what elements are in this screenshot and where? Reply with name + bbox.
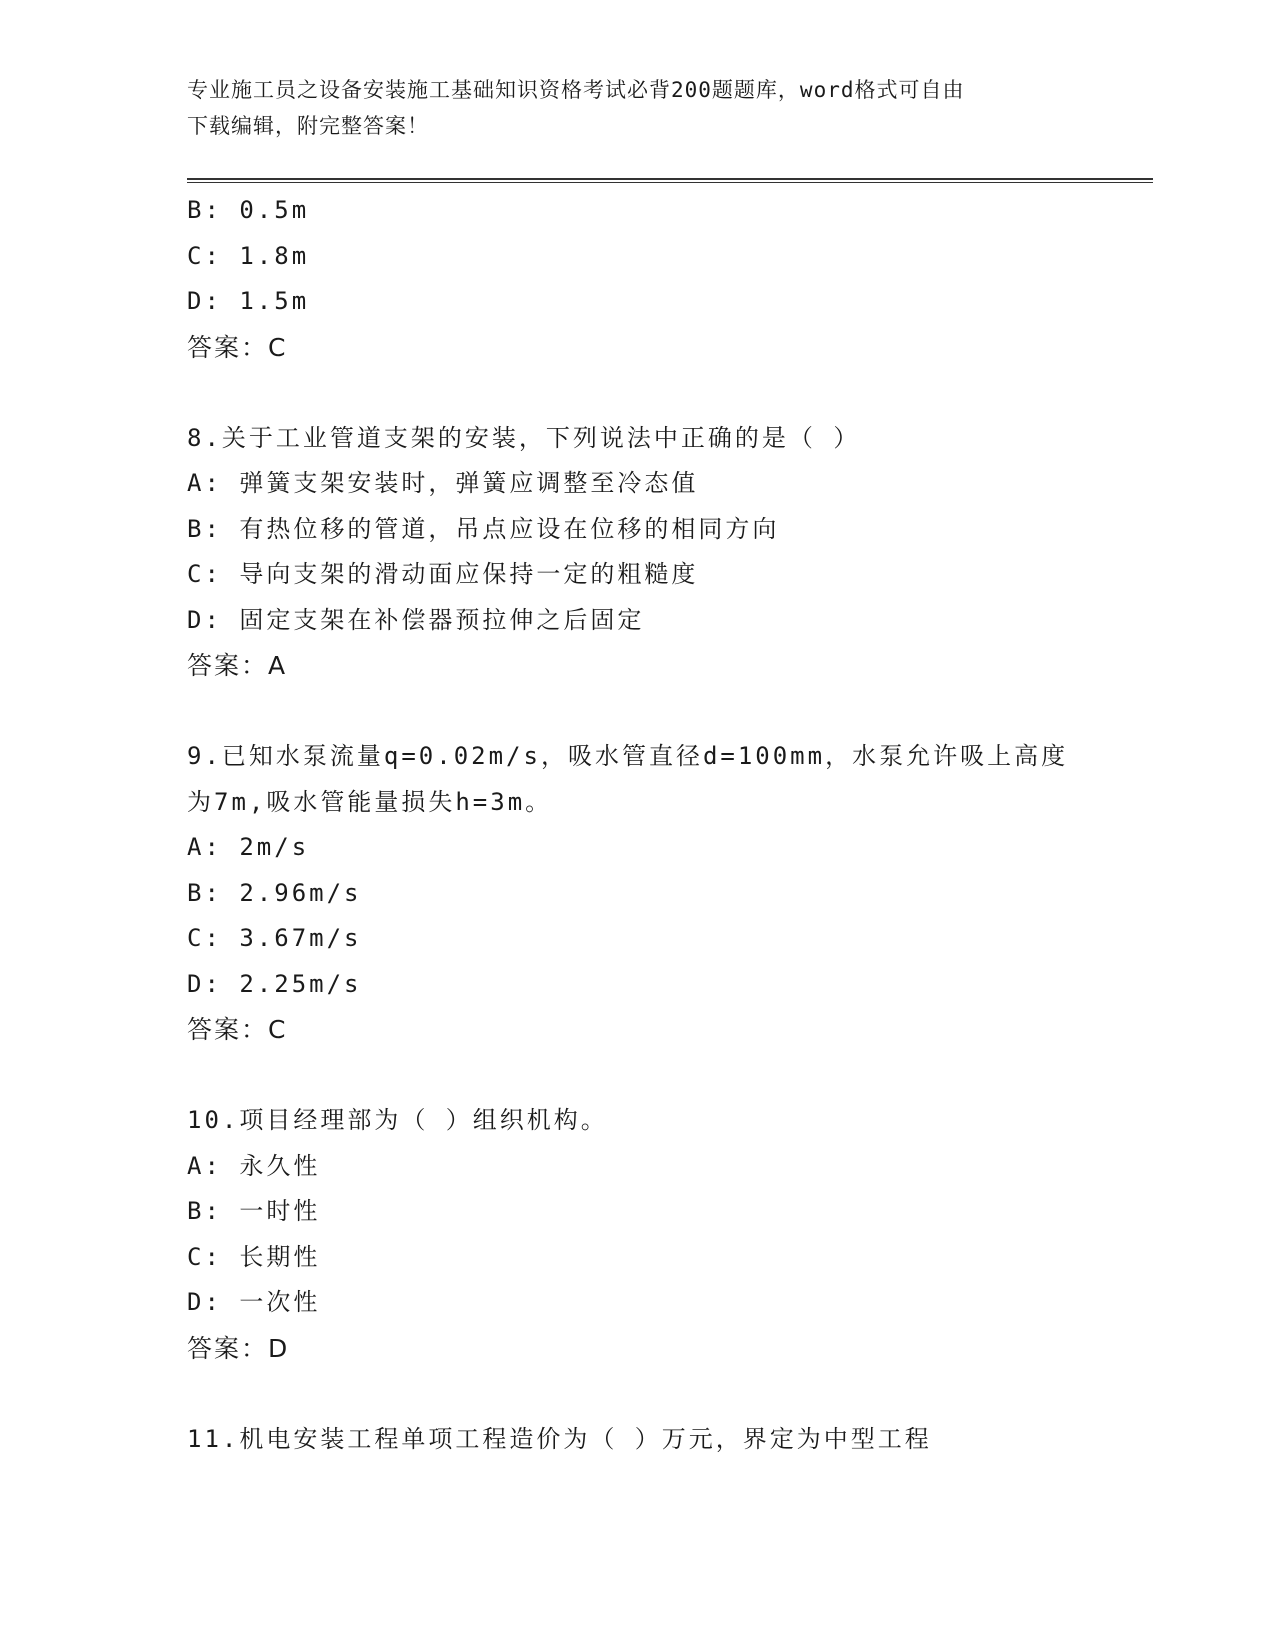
option-d: D: 一次性 — [187, 1288, 321, 1316]
question-11 — [187, 1417, 1087, 1463]
spacer — [187, 370, 1087, 416]
spacer — [187, 1053, 1087, 1099]
answer: 答案：C — [187, 332, 288, 362]
question-text-line-1: 9.已知水泵流量q=0.02m/s，吸水管直径d=100mm，水泵允许吸上高度 — [187, 742, 1069, 770]
option-c: C: 导向支架的滑动面应保持一定的粗糙度 — [187, 560, 699, 588]
question-text: 10.项目经理部为（ ）组织机构。 — [187, 1106, 608, 1134]
question-10 — [187, 1098, 1087, 1371]
option-b: B: 2.96m/s — [187, 878, 362, 907]
spacer — [187, 689, 1087, 735]
question-9 — [187, 734, 1087, 1053]
option-d: D: 1.5m — [187, 287, 310, 315]
question-7 — [187, 188, 1087, 370]
option-c: C: 1.8m — [187, 241, 310, 270]
option-b: B: 0.5m — [187, 196, 310, 224]
header-title-line-2: 下载编辑，附完整答案！ — [187, 114, 429, 138]
option-b: B: 一时性 — [187, 1197, 321, 1225]
option-c: C: 长期性 — [187, 1242, 321, 1271]
header-divider-thin — [187, 182, 1153, 183]
spacer — [187, 1371, 1087, 1417]
option-d: D: 2.25m/s — [187, 969, 362, 998]
document-header — [187, 72, 1077, 144]
option-a: A: 永久性 — [187, 1151, 321, 1180]
option-d: D: 固定支架在补偿器预拉伸之后固定 — [187, 605, 645, 634]
header-divider-thick — [187, 178, 1153, 180]
question-8 — [187, 416, 1087, 689]
answer: 答案：C — [187, 1015, 288, 1044]
answer: 答案：A — [187, 651, 288, 680]
option-a: A: 2m/s — [187, 833, 310, 861]
question-text: 8.关于工业管道支架的安装，下列说法中正确的是（ ） — [187, 423, 861, 452]
option-b: B: 有热位移的管道，吊点应设在位移的相同方向 — [187, 514, 780, 543]
question-text-line-2: 为7m,吸水管能量损失h=3m。 — [187, 787, 553, 816]
header-title-line-1: 专业施工员之设备安装施工基础知识资格考试必背200题题库，word格式可自由 — [187, 78, 965, 102]
option-a: A: 弹簧支架安装时，弹簧应调整至冷态值 — [187, 469, 699, 497]
answer: 答案：D — [187, 1333, 290, 1363]
question-list — [187, 188, 1087, 1462]
option-c: C: 3.67m/s — [187, 924, 362, 952]
question-text: 11.机电安装工程单项工程造价为（ ）万元，界定为中型工程 — [187, 1424, 932, 1453]
